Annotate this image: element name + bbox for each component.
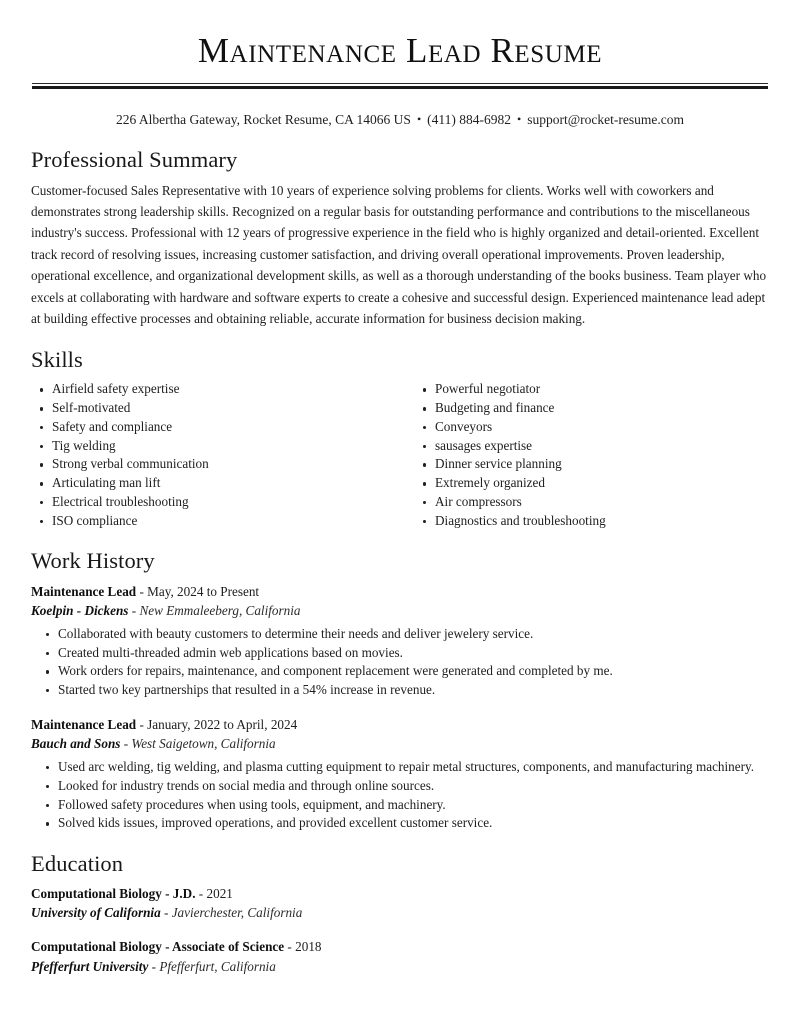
job-dates: January, 2022 to April, 2024 [147,716,298,732]
list-item: sausages expertise [414,437,769,455]
education-entry [31,937,769,975]
list-item: Electrical troubleshooting [31,493,400,511]
job-company-line [31,601,769,620]
section-education [31,850,769,976]
contact-separator-2: • [517,112,522,126]
education-degree-line [31,937,769,956]
job-header-line [31,715,769,734]
education-school: Pfefferfurt University [31,958,149,974]
list-item: Self-motivated [31,399,400,417]
job-bullet-list [31,758,769,833]
contact-separator-1: • [416,112,422,126]
contact-phone[interactable]: (411) 884-6982 [427,112,512,127]
education-location: Javierchester, California [171,905,303,921]
list-item: Started two key partnerships that resulted in a 54% increase in revenue. [31,681,769,700]
skills-column-left [31,380,400,530]
education-school-line [31,957,769,976]
job-company-line [31,734,769,753]
list-item: Work orders for repairs, maintenance, and component replacement were generated and completed by me. [31,662,769,681]
job-bullet-list [31,625,769,700]
contact-email[interactable]: support@rocket-resume.com [527,112,684,127]
section-professional-summary [31,146,769,330]
job-header-line [31,582,769,601]
list-item: Safety and compliance [31,418,400,436]
list-item: Articulating man lift [31,474,400,492]
job-dash: - [136,716,148,732]
list-item: Followed safety procedures when using tools, equipment, and machinery. [31,796,769,815]
skills-list-left [31,380,400,529]
education-year: 2021 [206,886,233,902]
divider-thick-line [32,86,768,89]
section-heading-skills: Skills [31,347,83,373]
page-title: Maintenance Lead Resume [197,31,603,70]
list-item: Created multi-threaded admin web applications based on movies. [31,644,769,663]
list-item: Budgeting and finance [414,399,769,417]
job-title: Maintenance Lead [31,583,137,599]
list-item: ISO compliance [31,512,400,530]
list-item: Extremely organized [414,474,769,492]
education-location: Pfefferfurt, California [159,958,276,974]
job-title: Maintenance Lead [31,716,137,732]
education-entry [31,884,769,922]
list-item: Tig welding [31,437,400,455]
section-heading-education: Education [31,851,124,877]
education-school-dash: - [148,958,160,974]
job-company: Koelpin - Dickens [31,602,129,618]
education-school-dash: - [160,905,172,921]
job-location: West Saigetown, California [131,735,276,751]
job-company-dash: - [128,602,140,618]
list-item: Used arc welding, tig welding, and plasma cutting equipment to repair metal structures, components, and manufacturing machinery. [31,758,769,777]
list-item: Air compressors [414,493,769,511]
skills-column-right [400,380,769,530]
work-history-entry [31,582,769,700]
section-work-history [31,547,769,833]
education-degree: Computational Biology - Associate of Science [31,939,285,955]
list-item: Collaborated with beauty customers to determine their needs and deliver jewelery service. [31,625,769,644]
summary-text: Customer-focused Sales Representative with 10 years of experience solving problems for clients. Works well with coworkers and demonstrates strong leadership skills. Recognized on a regular basis for outstanding performance and contributions to the miscellaneous industry's success. Professional with 12 years of progressive experience in the field who is highly organized and detail-oriented. Excellent track record of resolving issues, increasing customer satisfaction, and driving overall operational improvements. Proven leadership, operational excellence, and organizational development skills, as well as a thorough understanding of the books business. Team player who excels at collaborating with hardware and software experts to create a cohesive and successful design. Experienced maintenance lead adept at building effective processes and obtaining reliable, accurate information for business decision making. [31,182,767,326]
list-item: Conveyors [414,418,769,436]
education-degree: Computational Biology - J.D. [31,886,196,902]
job-dash: - [136,583,148,599]
job-company: Bauch and Sons [31,735,121,751]
education-year: 2018 [295,939,322,955]
education-school: University of California [31,905,161,921]
list-item: Looked for industry trends on social media and through online sources. [31,777,769,796]
education-dash: - [284,939,296,955]
list-item: Diagnostics and troubleshooting [414,512,769,530]
list-item: Solved kids issues, improved operations, and provided excellent customer service. [31,814,769,833]
section-skills [31,346,769,530]
education-dash: - [195,886,207,902]
job-company-dash: - [120,735,132,751]
section-heading-summary: Professional Summary [31,146,238,172]
job-location: New Emmaleeberg, California [139,602,301,618]
list-item: Dinner service planning [414,455,769,473]
contact-line [31,111,769,129]
education-school-line [31,903,769,922]
list-item: Strong verbal communication [31,455,400,473]
section-heading-work-history: Work History [31,548,155,574]
skills-list-right [414,380,769,529]
list-item: Airfield safety expertise [31,380,400,398]
work-history-entry [31,715,769,833]
education-degree-line [31,884,769,903]
job-dates: May, 2024 to Present [147,583,260,599]
contact-address: 226 Albertha Gateway, Rocket Resume, CA 14066 US [115,112,411,127]
header-divider [31,83,769,89]
skills-columns [31,380,769,530]
list-item: Powerful negotiator [414,380,769,398]
